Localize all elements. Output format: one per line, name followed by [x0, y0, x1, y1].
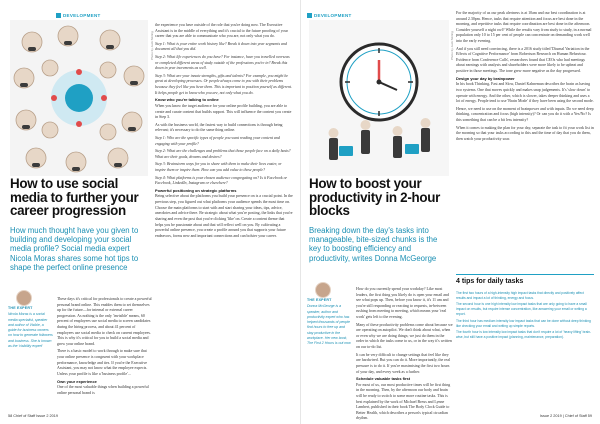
step-paragraph: Step 2: What life experiences do you have? For instance, have you travelled overseas or completed different areas of study outside of the professions you're in? Break this down in year increments as well. [155, 54, 290, 71]
step-paragraph: Step 3: Brainstorm ways for you to share with them to make their lives easier, or inspire them or inspire them. How can you add value to these people? [155, 161, 282, 173]
section-marker [56, 13, 61, 18]
step-paragraph: Step 1: Who are the specific types of people you want reading your content and engaging with your profile? [155, 134, 280, 146]
subheading: Know who you're talking to online [155, 97, 219, 103]
illustration-social-media [10, 20, 148, 176]
expert-avatar [315, 282, 331, 298]
tips-divider [456, 274, 594, 275]
tips-title: 4 tips for daily tasks [456, 278, 524, 285]
illustration-productivity [309, 20, 449, 176]
social-media-people-illustration [10, 20, 148, 176]
subheading: Own your experience [57, 378, 97, 384]
step-paragraph: Step 4: What platforms is your chosen audience congregating on? Is it Facebook or Facebook, LinkedIn, Instagram or elsewhere? [155, 174, 288, 186]
paragraph: For the majority of us our peak alertness is at 10am and our best coordination is at around 2.30pm. Hence, tasks that require attention and focus are best done in the morning, and repetitive tasks that require coordination are best done in the afternoon. Consider yourself a night owl? While the results vary from study to study, in a normal population only 10 to 15 per cent of people can concentrate on demanding work well into the early evening. [456, 10, 592, 44]
paragraph: When it comes to making the plan for your day, separate the task to fit your work list in the morning so that your tasks according to this and the time of day that you do them, then watch your productivity soar. [456, 124, 594, 141]
page-footer: 58 Chief of Staff Issue 2 2019 [8, 414, 58, 418]
right-page [300, 0, 600, 424]
subheading: Powerful positioning on strategic platforms [155, 187, 237, 193]
paragraph: These days it's critical for professionals to create a powerful personal brand online. This enables them to set themselves up for the future—for internal or external career progression. As nothing is the only 'invisible' means, 60 percent of employees use social media to screen candidates during the hiring process, and about 41 percent of employees use social media to check on current employees. This is why it's critical for you to build a social media and grow your online brand. [57, 296, 152, 346]
body-column-1 [57, 296, 152, 397]
image-credit: Photo by Jack Stirling [150, 31, 154, 60]
body-column-2 [456, 10, 594, 143]
clock-workers-illustration [309, 20, 449, 176]
article-standfirst: Breaking down the day's tasks into manageable, bite-sized chunks is the key to boosting efficiency and productivity, writes Donna McGeorge [309, 226, 438, 263]
expert-label: THE EXPERT [8, 306, 33, 310]
step-paragraph: Step 3: What are your innate strengths, gifts and talents? For example, you might be great at developing processes. Or people always come to you with their problems because they feel like you hear them. This is important to position yourself as different. It helps people get to know who you are, not only what you do. [155, 72, 292, 95]
body-column-1 [356, 286, 453, 423]
paragraph: As with the business world, the fastest way to build connections is through being relevant; it's necessary to do the same thing online. [155, 121, 283, 133]
paragraph: Hence, we need to use on the moment of brainpower and with inputs. Do we need deep thinking, concentration and focus (high intensity)? Or can you do it with a Yes/No? Is this something that can be a bit less intensity? [456, 105, 594, 122]
paragraph: How do you currently spend your workday? Like most leaders, the first thing you likely do is open your email and see what pops up. Then, before you know it, it's 11 am and you're still responding or reacting to requests, in-between rushing from meeting to meeting, which means your 'real work' gets left to the evening. [356, 286, 449, 320]
expert-bio: Donna McGeorge is a speaker, author and productivity expert who has helped thousands of people find hours to free up and stay productive in the workplace. Her new book, The First 2 Hours is out now [307, 304, 351, 346]
paragraph: It can be very difficult to change settings that feel like they are hardwired. But you can do it. More importantly, the real pressure is to do it. If you're maximising the first two hours of your day, and every week as a further. [356, 351, 451, 374]
paragraph: For most of us, our most productive times will be first thing in the morning. Then, by the afternoon our body and brain will be ready to switch to some more routine tasks. This is best explained by the work of Michael Breus and Lynne Lambert, published in their book The Body Clock Guide to Better Health, which describes a person's typical circadian rhythm. [356, 381, 451, 421]
article-headline: How to use social media to further your career progression [10, 176, 139, 219]
section-label: DEVELOPMENT [314, 13, 352, 18]
step-paragraph: Step 2: What are the challenges and problems that those people face on a daily basis? What are their goals, dreams and desires? [155, 148, 291, 159]
tip-item: The fourth hour is low intensity low impact tasks that don't require a lot of 'heavy lifting' brain-wise, but still have a positive impact (planning, maintenance, preparation). [456, 330, 592, 340]
tips-list [456, 291, 594, 342]
expert-box [8, 306, 53, 349]
paragraph: There is a basic model to work through to make sure that your online presence is congruent with your workplace performance, knowledge and ties. If you're the Executive Assistant, you may not know what the employee expects. Unless your profile is like a 'business profile'... [57, 348, 148, 376]
tip-item: The second hour is one high intensity low impact tasks that are only going to have a small impact on results, but require intense concentration, like answering your email or writing a report. [456, 302, 587, 317]
expert-label: THE EXPERT [307, 298, 332, 302]
tip-item: The first two hours of a high-intensity high impact tasks that directly and positively affect results and impact a lot of thinking, energy and focus. [456, 291, 584, 300]
paragraph: Many of these productivity problems come about because we are operating on autopilot. We don't think about what, when or even why we are doing things; we just do them in the order in which the tasks come to us, or in the way it's written on our to-do list. [356, 321, 453, 350]
expert-box [307, 298, 352, 346]
page-footer: Issue 2 2019 | Chief of Staff 59 [540, 414, 592, 418]
subheading: Design your day by brainpower [456, 75, 515, 81]
paragraph: One of the most valuable things when building a powerful online personal brand is [57, 384, 149, 395]
body-column-2 [155, 22, 293, 240]
expert-avatar [16, 290, 32, 306]
step-paragraph: Step 1: What is your entire work history like? Break it down into year segments and document all that you did. [155, 40, 287, 52]
paragraph: Being selective about the platforms you build your presence on is a crucial point. In the previous step, you figured out what platforms your audience spends the most time on. Choose the main platforms to start with and start sharing your ideas, tips, advice, anecdotes and advice there. Be strategic about what you're posting, the links that you're sharing and even the post that you're clicking 'like' on. Create a content theme that helps you be passionate about and that will reflect well on you. By cultivating a powerful online presence, you create a profile around you that supports your future endeavors, forms new and important connections and can bolster your career. [155, 193, 293, 238]
paragraph: In his book Thinking, Fast and Slow, Daniel Kahneman describes the brain as having two systems. One that moves quickly and makes snap judgements. It's 'slow down' to operate with energy. And the other, which is slower, takes deeper thinking and uses a lot of energy. People tend to use 'Brain Mode' if they have been using the second mode. [456, 81, 594, 104]
paragraph: And if you still need convincing, there is a 2016 study titled 'Diurnal Variation in the Effects of Cognitive Performance' from Robertson Research on Human Behaviour. Evidence from Conference Calls', researchers found that CEOs who had meetings about earnings with analysts and shareholders were more likely to be upbeat and positive in those meetings. The tone grew more negative as the day progressed. [456, 45, 590, 74]
article-headline: How to boost your productivity in 2-hour blocks [309, 176, 441, 219]
section-marker [307, 13, 312, 18]
subheading: Schedule valuable tasks first [356, 376, 411, 382]
expert-bio: Nicola Moras is a social media specialist, speaker and author of Visible, a guide for business owners on how to generate followers and business. She is known as the 'visibility expert' [8, 312, 53, 348]
paragraph: the experience you have outside of the role that you're doing now. The Executive Assistant is in the middle of everything and it's crucial to the future proofing of your career that you are able to communicate who you are, not only what you do. [155, 22, 288, 39]
paragraph: When you know the target audience for your online profile building, you are able to create and curate content that builds rapport. This will influence the content you create in Step 3. [155, 102, 292, 120]
tip-item: The third hour has medium intensity low impact tasks that can be done without deep thinking like checking your email and writing up simple reports. [456, 318, 591, 328]
image-credit: Photo by Jack Stirling [450, 31, 454, 60]
article-standfirst: How much thought have you given to building and developing your social media profile? Social media expert Nicola Moras shares some hot tips to shape the perfect online presence [10, 226, 139, 272]
section-label: DEVELOPMENT [63, 13, 101, 18]
